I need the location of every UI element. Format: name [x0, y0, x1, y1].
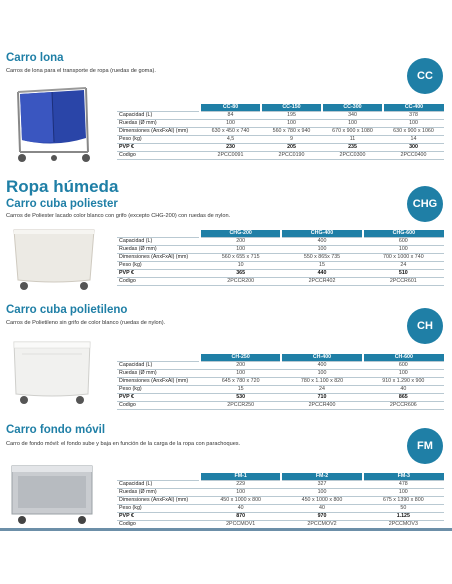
- col-header: FM-3: [363, 473, 444, 481]
- section-title-ch: Carro cuba polietileno: [6, 304, 128, 316]
- category-title-ropa-humeda: Ropa húmeda: [6, 177, 119, 196]
- section-desc-cc: Carros de lona para el transporte de ropa (ruedas de goma).: [6, 68, 156, 74]
- table-row: Ruedas (Ø mm) 100 100 100 100: [117, 120, 444, 128]
- table-row: Peso (kg) 10 15 24: [117, 262, 444, 270]
- spec-table-chg: [117, 230, 444, 286]
- table-row: Dimensiones (AnxFxAl) (mm) 560 x 655 x 715 550 x 865x 735 700 x 1000 x 740: [117, 254, 444, 262]
- col-header: CC-300: [322, 104, 383, 112]
- table-row: Dimensiones (AnxFxAl) (mm) 450 x 1000 x 800 450 x 1000 x 800 675 x 1390 x 800: [117, 497, 444, 505]
- header-blank: [117, 230, 200, 238]
- page-bottom-blank: [0, 531, 452, 584]
- table-row-price: PVP € 870 970 1.125: [117, 513, 444, 521]
- section-desc-ch: Carros de Polietileno sin grifo de color blanco (ruedas de nylon).: [6, 320, 166, 326]
- table-row: Peso (kg) 40 40 50: [117, 505, 444, 513]
- table-row: Codigo 2PCCR250 2PCCR400 2PCCR606: [117, 402, 444, 410]
- table-row-price: PVP € 365 440 510: [117, 270, 444, 278]
- table-row: Codigo 2PCC0091 2PCC0190 2PCC0300 2PCC0400: [117, 152, 444, 160]
- col-header: CH-250: [200, 354, 281, 362]
- section-title-chg: Carro cuba poliester: [6, 198, 118, 210]
- spec-table-ch: [117, 354, 444, 410]
- badge-chg: CHG: [407, 186, 443, 222]
- table-row: Codigo 2PCCR200 2PCCR402 2PCCR601: [117, 278, 444, 286]
- table-row: Ruedas (Ø mm) 100 100 100: [117, 370, 444, 378]
- table-row: Capacidad (L) 200 400 600: [117, 362, 444, 370]
- table-row: Capacidad (L) 84 195 340 378: [117, 112, 444, 120]
- stainless-mobile-bottom-cart-image: [8, 460, 100, 528]
- header-blank: [117, 354, 200, 362]
- section-desc-fm: Carro de fondo móvil: el fondo sube y baja en función de la carga de la ropa con parachoques.: [6, 441, 241, 447]
- spec-table-fm: [117, 473, 444, 529]
- section-desc-chg: Carros de Poliester lacado color blanco con grifo (excepto CHG-200) con ruedas de nylon.: [6, 213, 231, 219]
- badge-cc: CC: [407, 58, 443, 94]
- table-row: Ruedas (Ø mm) 100 100 100: [117, 246, 444, 254]
- col-header: CC-400: [383, 104, 444, 112]
- polyester-tub-cart-image: [8, 226, 100, 292]
- section-title-fm: Carro fondo móvil: [6, 424, 106, 436]
- col-header: CH-400: [281, 354, 362, 362]
- table-row: Dimensiones (AnxFxAl) (mm) 645 x 780 x 720 780 x 1.100 x 820 910 x 1.290 x 900: [117, 378, 444, 386]
- polyethylene-tub-cart-image: [8, 336, 100, 408]
- table-row: Ruedas (Ø mm) 100 100 100: [117, 489, 444, 497]
- col-header: CC-80: [200, 104, 261, 112]
- header-blank: [117, 473, 200, 481]
- col-header: FM-2: [281, 473, 362, 481]
- col-header: CH-600: [363, 354, 444, 362]
- spec-table-cc: [117, 104, 444, 160]
- table-row: Capacidad (L) 229 327 478: [117, 481, 444, 489]
- badge-ch: CH: [407, 308, 443, 344]
- laundry-cart-canvas-image: [8, 82, 100, 164]
- table-row: Capacidad (L) 200 400 600: [117, 238, 444, 246]
- table-row-price: PVP € 530 710 865: [117, 394, 444, 402]
- section-title-cc: Carro lona: [6, 52, 64, 64]
- table-row-price: PVP € 230 205 235 300: [117, 144, 444, 152]
- table-row: Codigo 2PCCMOV1 2PCCMOV2 2PCCMOV3: [117, 521, 444, 529]
- header-blank: [117, 104, 200, 112]
- col-header: CC-150: [261, 104, 322, 112]
- col-header: CHG-600: [363, 230, 444, 238]
- col-header: CHG-200: [200, 230, 281, 238]
- col-header: CHG-400: [281, 230, 362, 238]
- table-row: Peso (kg) 4,5 9 11 14: [117, 136, 444, 144]
- col-header: FM-1: [200, 473, 281, 481]
- table-row: Peso (kg) 15 24 40: [117, 386, 444, 394]
- table-row: Dimensiones (AnxFxAl) (mm) 630 x 450 x 740 560 x 780 x 940 670 x 900 x 1080 630 x 900 x 1060: [117, 128, 444, 136]
- badge-fm: FM: [407, 428, 443, 464]
